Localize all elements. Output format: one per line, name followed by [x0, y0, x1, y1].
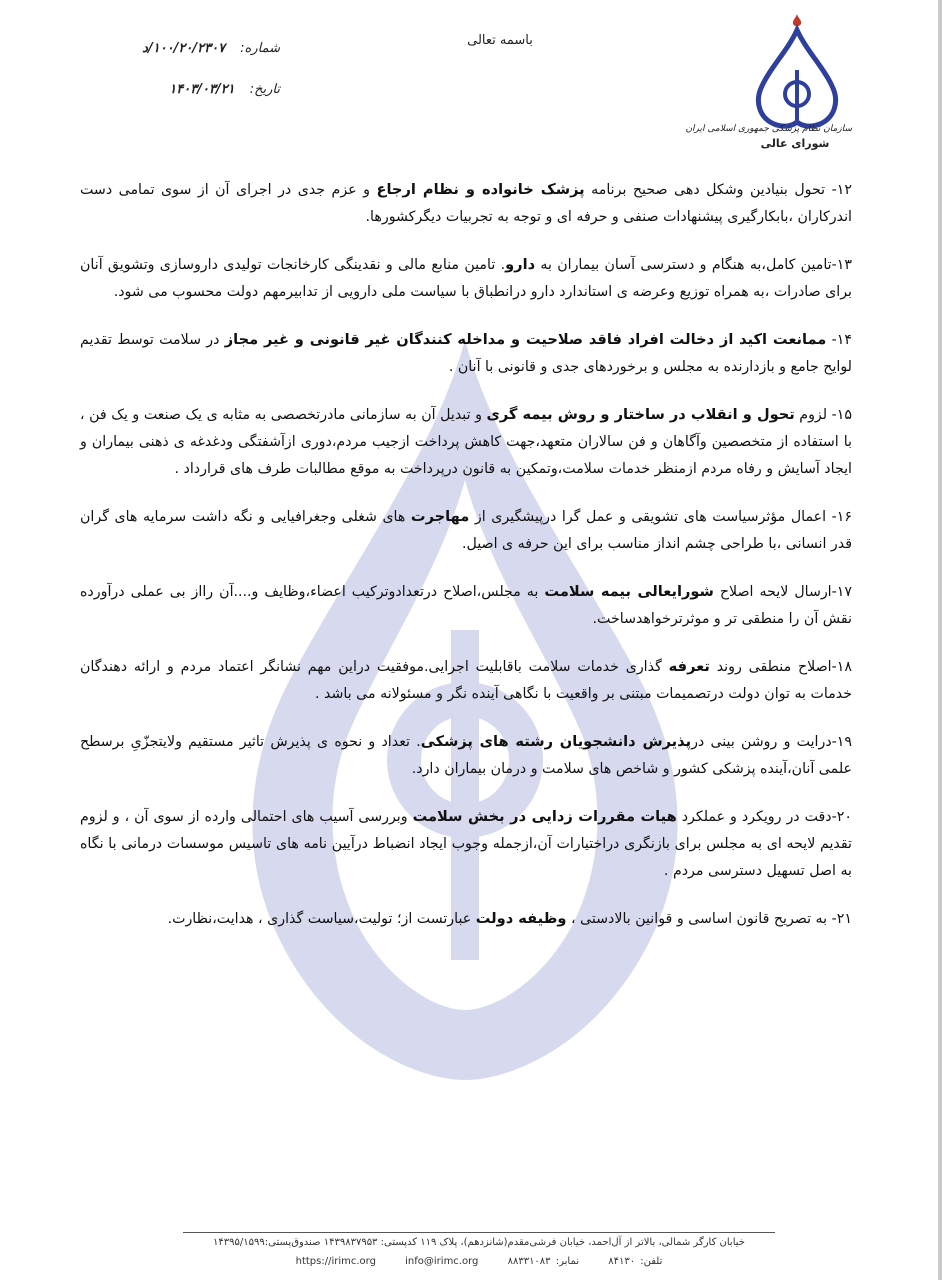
paragraph-text: ۲۰-دقت در رویکرد و عملکرد: [676, 809, 852, 825]
emphasis-text: شورایعالی بیمه سلامت: [544, 583, 714, 600]
paragraph-text: وبررسی آسیب های احتمالی وارده از سوی آن ، و لزوم تقدیم لایحه ای به مجلس برای بازنگری دراختیارات آن،ازجمله وجوب ایجاد انضباط درآیین نامه های تاسیس موسسات درمانی با نگاه به اصل تسهیل دسترسی مردم .: [80, 809, 852, 879]
paragraph-p13: [80, 251, 852, 306]
paragraph-text: و تبدیل آن به سازمانی مادرتخصصی به مثابه ی یک صنعت و یک فن ، با استفاده از متخصصین وآگاهان و فن سالاران متعهد،جهت کاهش پرداخت ازجیب مردم،دوری ازآشفتگی ودغدغه ی ذهنی بیماران و ایجاد آسایش و رفاه مردم ازمنظر خدمات سلامت،وتمکین به قانون درپرداخت به موقع مطالبات طرف های قرارداد .: [80, 407, 852, 477]
paragraph-p16: [80, 503, 852, 558]
date-label: تاریخ:: [249, 82, 280, 97]
paragraph-text: و عزم جدی در اجرای آن از سوی تمامی دست اندرکاران ،بابکارگیری پیشنهادات صنفی و حرفه ای و توجه به تجربیات دیگرکشورها.: [80, 182, 852, 225]
emphasis-text: تحول و انقلاب در ساختار و روش بیمه گری: [486, 406, 795, 423]
footer-contact: [183, 1256, 775, 1267]
emphasis-text: پذیرش دانشجویان رشته های پزشکی: [420, 733, 692, 750]
emphasis-text: پزشک خانواده و نظام ارجاع: [376, 181, 585, 198]
organization-name: سازمان نظام پزشکی جمهوری اسلامی ایران: [685, 124, 852, 134]
emphasis-text: تعرفه: [668, 658, 710, 675]
emphasis-text: وظیفه دولت: [475, 910, 567, 927]
paragraph-p15: [80, 401, 852, 483]
paragraph-text: ۱۵- لزوم: [794, 407, 852, 423]
emphasis-text: ممانعت اکید از دخالت افراد فاقد صلاحیت و مداخله کنندگان غیر قانونی و غیر مجاز: [224, 331, 827, 348]
paragraph-text: ۱۷-ارسال لایحه اصلاح: [713, 584, 852, 600]
paragraph-text: ۱۲- تحول بنیادین وشکل دهی صحیح برنامه: [584, 182, 852, 198]
paragraph-text: گذاری خدمات سلامت باقابلیت اجرایی.موفقیت دراین مهم نشانگر اعتماد مردم و ارائه دهندگان خدمات به توان دولت درتصمیمات مبتنی بر واقعیت با نگاهی آینده نگر و مسئولانه می باشد .: [80, 659, 852, 702]
date-value: ۱۴۰۳/۰۳/۲۱: [169, 82, 235, 97]
footer-phone: تلفن: ۸۴۱۳۰: [608, 1256, 663, 1267]
number-value: ۱۰۰/۲۰/۲۳۰۷/د: [142, 41, 226, 56]
council-name: شورای عالی: [760, 137, 830, 150]
paragraph-p20: [80, 803, 852, 885]
paragraph-text: . تعداد و نحوه ی پذیرش تاثیر مستقیم ولایتجزّیِ برسطح علمی آنان،آینده پزشکی کشور و شاخص های سلامت و درمان بیماران دارد.: [80, 734, 852, 777]
paragraph-p21: [80, 905, 852, 933]
paragraph-p12: [80, 176, 852, 231]
paragraph-text: ۱۴-: [826, 332, 852, 348]
footer-email[interactable]: info@irimc.org: [405, 1256, 479, 1267]
paragraph-text: ۱۶- اعمال مؤثرسیاست های تشویقی و عمل گرا درپیشگیری از: [469, 509, 852, 525]
page-edge: [938, 0, 942, 1280]
paragraph-text: به مجلس،اصلاح درتعدادوترکیب اعضاء،وظایف و....آن رااز بی عملی درآورده نقش آن را منطقی تر و موثرترخواهدساخت.: [80, 584, 852, 627]
footer-address: خیابان کارگر شمالی، بالاتر از آل‌احمد، خیابان فرشی‌مقدم(شانزدهم)، پلاک ۱۱۹ کدپستی: ۱۴۳۹۸۳۷۹۵۳ صندوق‌پستی:۱۴۳۹۵/۱۵۹۹: [213, 1237, 745, 1248]
paragraph-p18: [80, 653, 852, 708]
emphasis-text: مهاجرت: [410, 508, 470, 525]
footer-website[interactable]: https://irimc.org: [295, 1256, 376, 1267]
paragraph-p17: [80, 578, 852, 633]
paragraph-text: ۱۳-تامین کامل،به هنگام و دسترسی آسان بیماران به: [535, 257, 852, 273]
letter-body: [80, 176, 852, 953]
footer-fax: نمابر: ۸۸۳۳۱۰۸۳: [507, 1256, 580, 1267]
paragraph-text: ۱۹-درایت و روشن بینی در: [691, 734, 853, 750]
paragraph-p14: [80, 326, 852, 381]
paragraph-text: ۲۱- به تصریح قانون اساسی و قوانین بالادستی ،: [566, 911, 852, 927]
paragraph-text: . تامین منابع مالی و نقدینگی کارخانجات تولیدی داروسازی وتشویق آنان برای صادرات ،به همراه توزیع وعرضه ی استاندارد دارو درانطباق با سیاست ملی دارویی از تدابیرمهم دولت محسوب می شود.: [80, 257, 852, 300]
footer: [183, 1232, 775, 1267]
paragraph-text: عبارتست از؛ تولیت،سیاست گذاری ، هدایت،نظارت.: [167, 911, 476, 927]
emphasis-text: دارو: [505, 256, 536, 273]
paragraph-p19: [80, 728, 852, 783]
paragraph-text: های شغلی وجغرافیایی و نگه داشت سرمایه های گران قدر انسانی ،با طراحی چشم انداز مناسب برای این حرفه ی اصیل.: [80, 509, 852, 552]
letter-number: [80, 37, 280, 56]
paragraph-text: ۱۸-اصلاح منطقی روند: [709, 659, 852, 675]
basmala: باسمه تعالی: [467, 33, 533, 48]
paragraph-text: در سلامت توسط تقدیم لوایح جامع و بازدارنده به مجلس و برخوردهای جدی و قانونی با آنان .: [80, 332, 852, 375]
number-label: شماره:: [240, 41, 280, 56]
letter-date: [80, 78, 280, 97]
emphasis-text: هیات مقررات زدایی در بخش سلامت: [412, 808, 677, 825]
